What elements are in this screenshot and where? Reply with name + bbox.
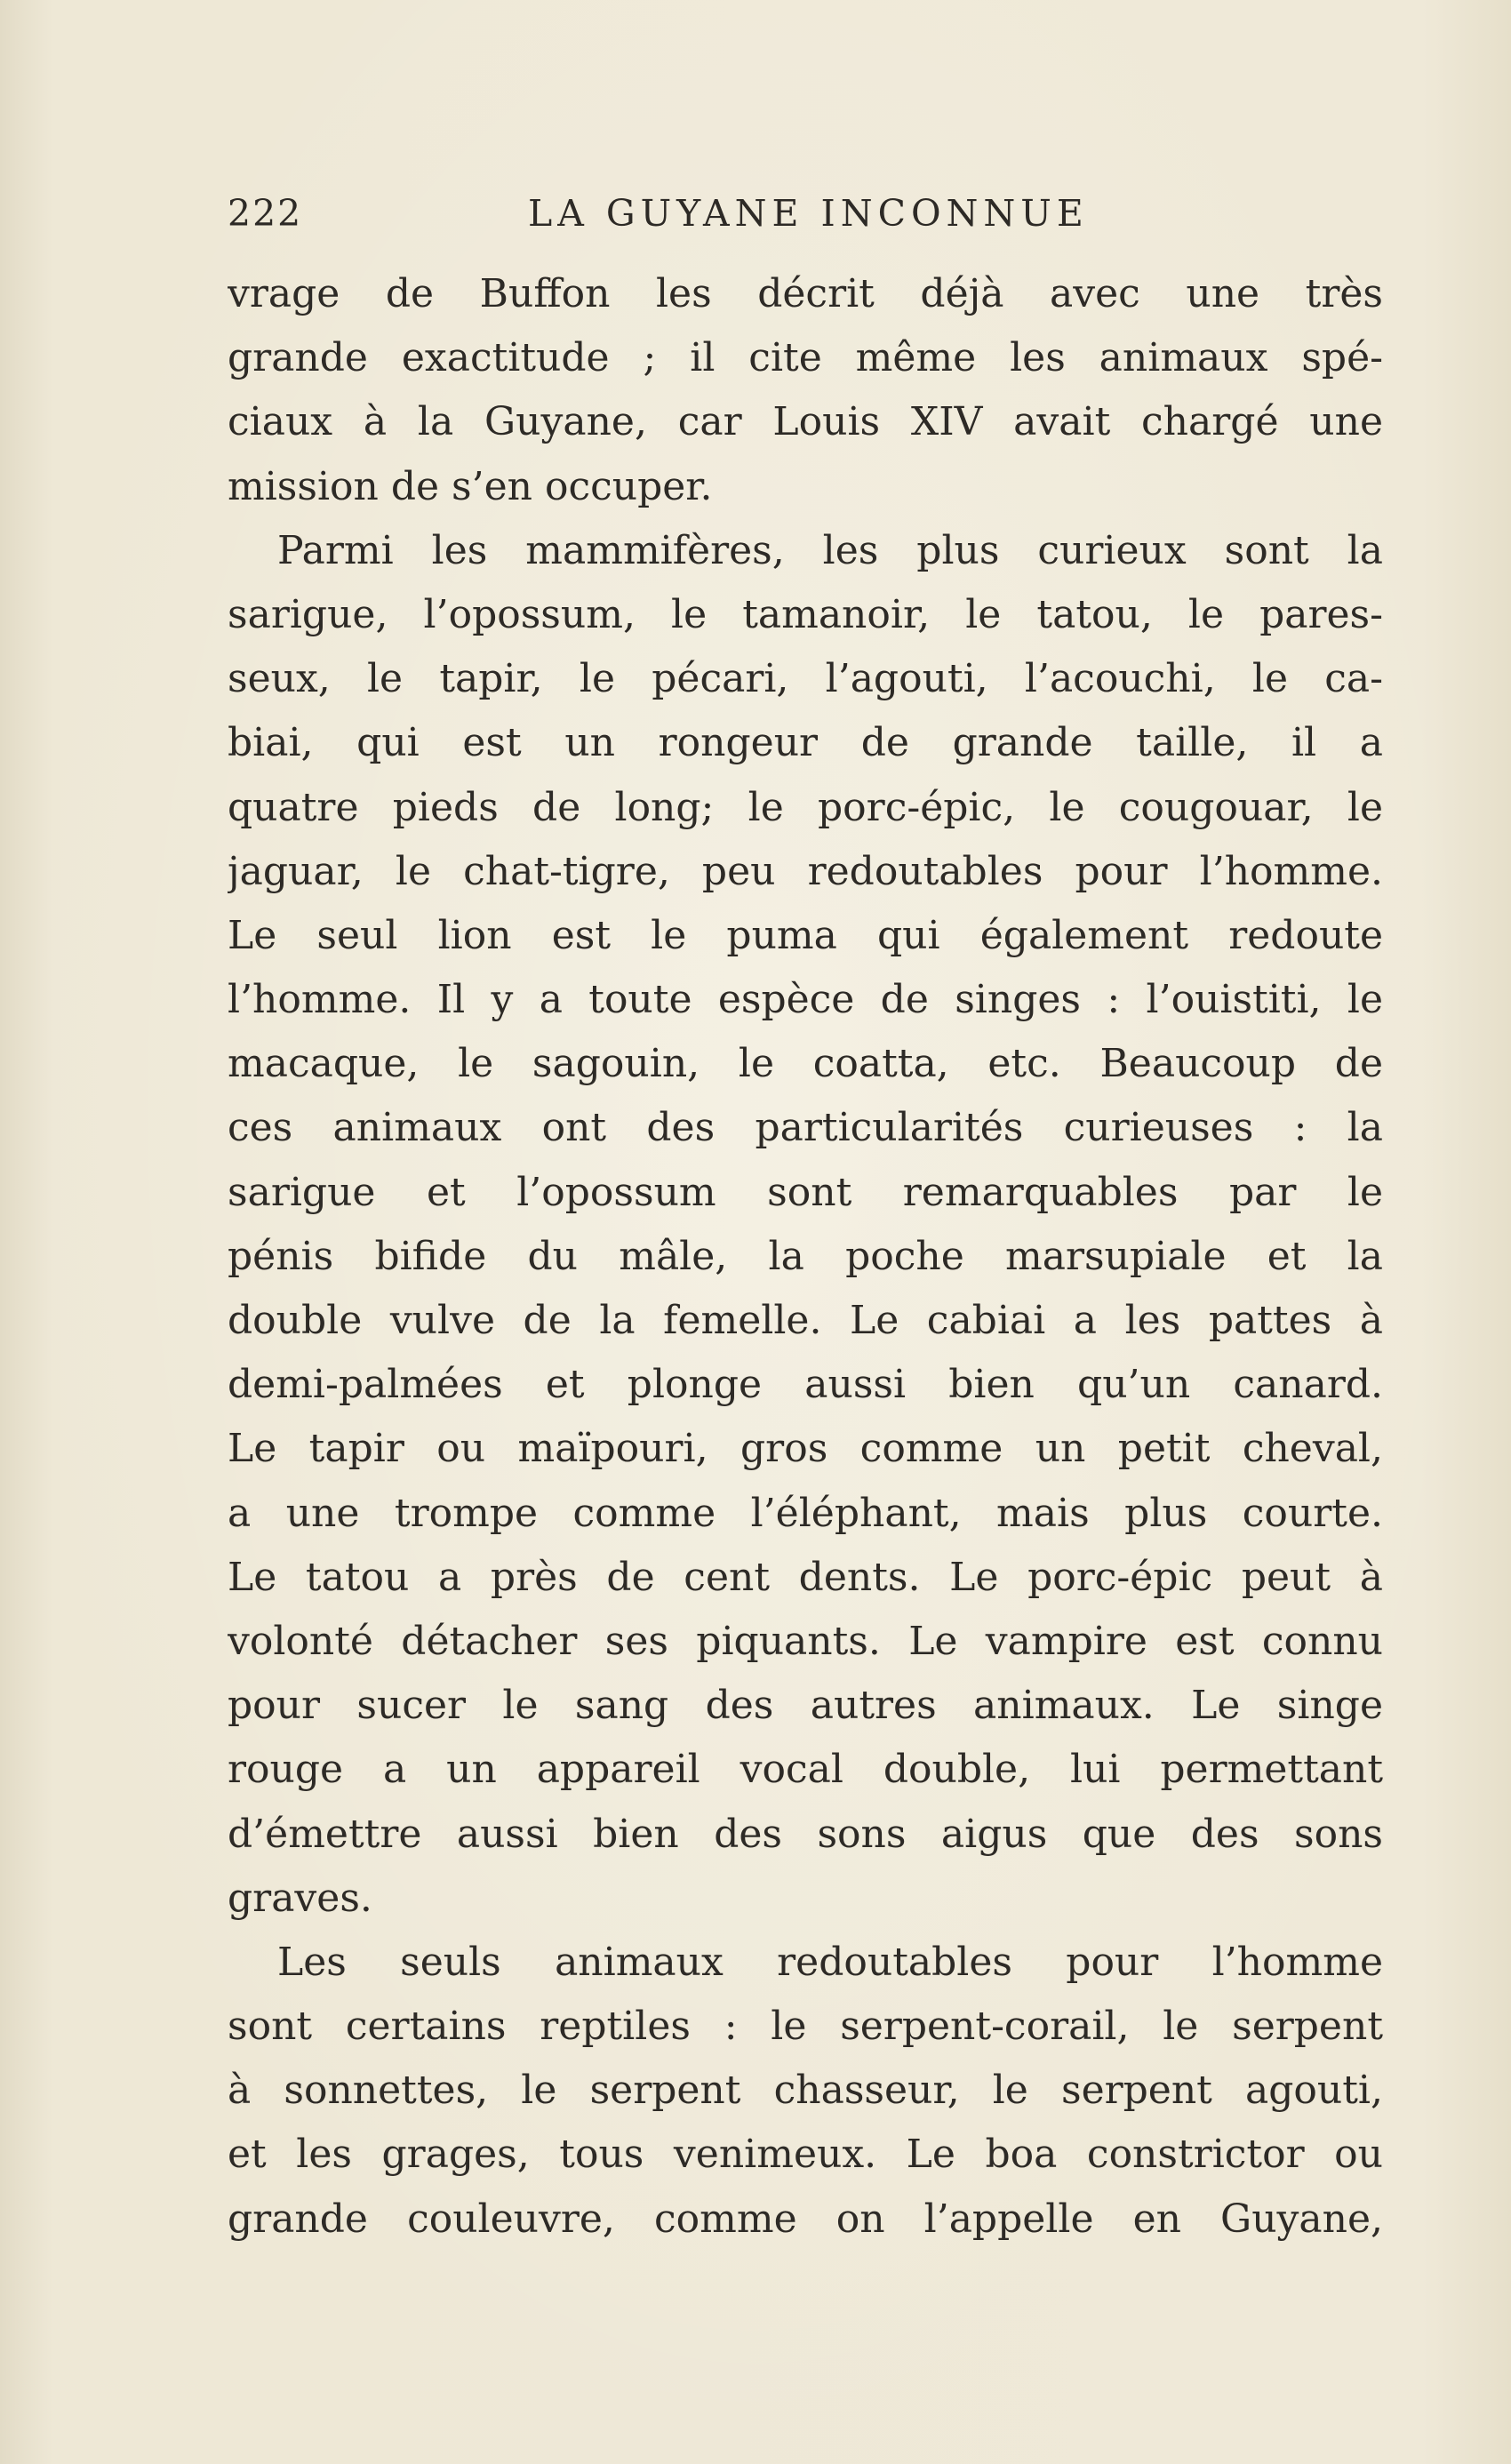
text-line: jaguar, le chat-tigre, peu redoutables pour l’homme. — [228, 848, 1383, 894]
text-line: Parmi les mammifères, les plus curieux sont la — [277, 527, 1383, 573]
text-line: rouge a un appareil vocal double, lui permettant — [228, 1747, 1383, 1793]
text-line: sarigue et l’opossum sont remarquables par le — [228, 1169, 1383, 1215]
text-line: Le seul lion est le puma qui également redoute — [228, 912, 1383, 958]
text-line: sarigue, l’opossum, le tamanoir, le tatou, le pares- — [228, 591, 1383, 637]
text-line: grande couleuvre, comme on l’appelle en Guyane, — [228, 2196, 1383, 2242]
text-line: vrage de Buffon les décrit déjà avec une très — [228, 271, 1383, 316]
body-text — [228, 262, 1383, 2252]
paragraph-2 — [228, 519, 1383, 1931]
text-line: Le tatou a près de cent dents. Le porc-épic peut à — [228, 1554, 1383, 1600]
text-line: Le tapir ou maïpouri, gros comme un petit cheval, — [228, 1426, 1383, 1472]
page-header — [228, 187, 1383, 240]
text-line: macaque, le sagouin, le coatta, etc. Beaucoup de — [228, 1041, 1383, 1087]
text-line: mission de s’en occuper. — [228, 463, 713, 509]
text-line: ciaux à la Guyane, car Louis XIV avait chargé une — [228, 399, 1383, 445]
text-line: volonté détacher ses piquants. Le vampire est connu — [228, 1618, 1383, 1664]
text-line: seux, le tapir, le pécari, l’agouti, l’acouchi, le ca- — [228, 656, 1383, 702]
text-line: l’homme. Il y a toute espèce de singes : l’ouistiti, le — [228, 977, 1383, 1023]
text-line: a une trompe comme l’éléphant, mais plus courte. — [228, 1490, 1383, 1536]
text-line: demi-palmées et plonge aussi bien qu’un canard. — [228, 1362, 1383, 1408]
page-number: 222 — [228, 192, 303, 235]
paragraph-1 — [228, 262, 1383, 519]
text-line: à sonnettes, le serpent chasseur, le serpent agouti, — [228, 2068, 1383, 2114]
text-line: pénis bifide du mâle, la poche marsupiale et la — [228, 1233, 1383, 1279]
text-line: quatre pieds de long; le porc-épic, le cougouar, le — [228, 784, 1383, 830]
text-line: grande exactitude ; il cite même les animaux spé- — [228, 335, 1383, 381]
text-line: biai, qui est un rongeur de grande taille, il a — [228, 720, 1383, 766]
text-line: graves. — [228, 1875, 372, 1921]
text-line: pour sucer le sang des autres animaux. Le singe — [228, 1683, 1383, 1729]
paragraph-3 — [228, 1931, 1383, 2252]
text-line: double vulve de la femelle. Le cabiai a les pattes à — [228, 1298, 1383, 1343]
text-line: Les seuls animaux redoutables pour l’homme — [277, 1939, 1383, 1985]
text-line: ces animaux ont des particularités curieuses : la — [228, 1105, 1383, 1151]
running-title: LA GUYANE INCONNUE — [528, 192, 1089, 235]
text-line: d’émettre aussi bien des sons aigus que des sons — [228, 1811, 1383, 1857]
text-line: sont certains reptiles : le serpent-corail, le serpent — [228, 2004, 1383, 2050]
text-line: et les grages, tous venimeux. Le boa constrictor ou — [228, 2132, 1383, 2178]
